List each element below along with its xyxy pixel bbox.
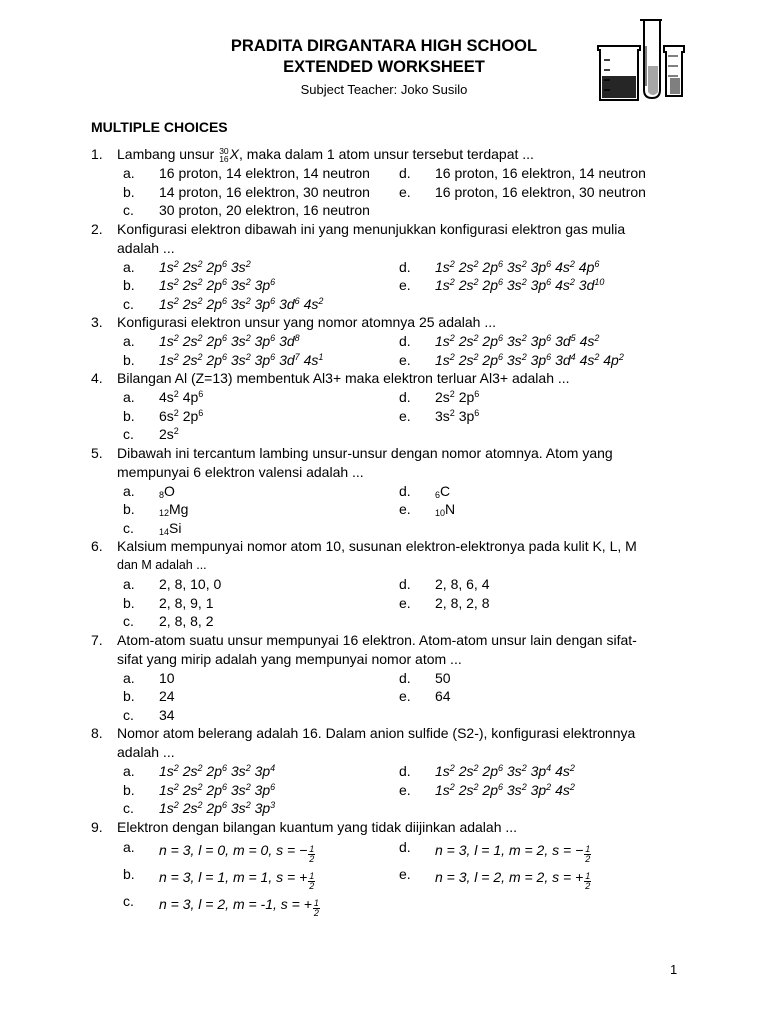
question-number: 9.: [91, 818, 103, 835]
option-a[interactable]: a. $1s^2$ $2s^2$ $2p^6$ $3s^2$: [117, 258, 393, 277]
option-d[interactable]: d. $2s^2$ $2p^6$: [399, 389, 480, 405]
options: [117, 575, 681, 631]
worksheet-title: EXTENDED WORKSHEET: [283, 58, 485, 76]
school-name: PRADITA DIRGANTARA HIGH SCHOOL: [230, 37, 538, 55]
question-text: Elektron dengan bilangan kuantum yang tidak diijinkan adalah ...: [117, 818, 518, 835]
option-e[interactable]: e. $3s^2$ $3p^6$: [399, 407, 480, 424]
fraction-one-half: $\frac{1}{2}$: [313, 897, 319, 918]
question-text-cont: adalah ...: [117, 239, 175, 256]
option-d[interactable]: d. $1s^2$ $2s^2$ $2p^6$ $3s^2$ $3p^6$ $3d^5$ $4s^2$: [393, 332, 679, 351]
option-d[interactable]: d. n = 3, l = 1, m = 2, s = − $\frac{1}{2}$: [399, 838, 591, 864]
question-text: Bilangan Al (Z=13) membentuk Al3+ maka elektron terluar Al3+ adalah ...: [117, 370, 570, 386]
question-number: 1.: [91, 146, 103, 162]
question-4: [91, 369, 681, 444]
electron-configuration: $1s^2$ $2s^2$ $2p^6$ $3s^2$ $3p^6$: [159, 277, 276, 293]
option-c[interactable]: c. 34: [123, 706, 175, 723]
question-text: Dibawah ini tercantum lambing unsur-unsur dengan nomor atomnya. Atom yang: [117, 444, 613, 461]
options: [117, 482, 681, 538]
option-b[interactable]: b. 2, 8, 9, 1: [123, 594, 214, 611]
question-7: [91, 631, 681, 725]
option-d[interactable]: d. 2, 8, 6, 4: [399, 576, 490, 592]
options: [117, 258, 681, 314]
question-6: [91, 537, 681, 631]
electron-configuration: $1s^2$ $2s^2$ $2p^6$ $3s^2$ $3p^4$ $4s^2$: [435, 763, 575, 779]
fraction-one-half: $\frac{1}{2}$: [585, 843, 591, 864]
option-e[interactable]: e. n = 3, l = 2, m = 2, s = + $\frac{1}{2}$: [399, 865, 591, 891]
question-9: [91, 818, 681, 918]
options: [117, 837, 681, 918]
question-text: Lambang unsur: [117, 146, 219, 162]
option-a[interactable]: a. 2, 8, 10, 0: [123, 576, 222, 592]
options: [117, 332, 681, 369]
electron-configuration: $1s^2$ $2s^2$ $2p^6$ $3s^2$ $3p^6$ $3d^4$ $4s^2$ $4p^2$: [435, 351, 624, 368]
electron-configuration: $1s^2$ $2s^2$ $2p^6$ $3s^2$ $3p^6$ $4s^2$ $3d^{10}$: [435, 277, 605, 293]
option-d[interactable]: d. 50: [399, 669, 451, 686]
option-d[interactable]: d. $_6$C: [399, 482, 451, 500]
option-d[interactable]: d. $1s^2$ $2s^2$ $2p^6$ $3s^2$ $3p^6$ $4s^2$ $4p^6$: [393, 258, 679, 277]
electron-configuration: $1s^2$ $2s^2$ $2p^6$ $3s^2$ $3p^6$ $3d^7$ $4s^1$: [159, 351, 324, 368]
electron-configuration: $1s^2$ $2s^2$ $2p^6$ $3s^2$ $3p^6$ $4s^2$ $4p^6$: [435, 258, 600, 275]
question-1: [91, 145, 681, 220]
option-e[interactable]: e. $1s^2$ $2s^2$ $2p^6$ $3s^2$ $3p^2$ $4s^2$: [393, 781, 679, 800]
question-5: [91, 444, 681, 538]
option-b[interactable]: b. $1s^2$ $2s^2$ $2p^6$ $3s^2$ $3p^6$ $3d^7$ $4s^1$: [117, 351, 393, 370]
option-c[interactable]: c. n = 3, l = 2, m = -1, s = + $\frac{1}{2}$: [123, 892, 319, 918]
electron-configuration: $1s^2$ $2s^2$ $2p^6$ $3s^2$ $3p^4$: [159, 763, 276, 779]
option-c[interactable]: c. $1s^2$ $2s^2$ $2p^6$ $3s^2$ $3p^6$ $3d^6$ $4s^2$: [117, 295, 393, 314]
fraction-one-half: $\frac{1}{2}$: [309, 843, 315, 864]
option-b[interactable]: b. 24: [123, 688, 175, 704]
subject-teacher: Subject Teacher: Joko Susilo: [300, 82, 468, 97]
option-b[interactable]: b. $1s^2$ $2s^2$ $2p^6$ $3s^2$ $3p^6$: [117, 276, 393, 295]
electron-configuration: $1s^2$ $2s^2$ $2p^6$ $3s^2$ $3p^6$ $3d^6$ $4s^2$: [159, 295, 324, 312]
question-text-cont: adalah ...: [117, 744, 175, 760]
option-c[interactable]: c. $_{14}$Si: [123, 519, 182, 537]
option-e[interactable]: e. 16 proton, 16 elektron, 30 neutron: [399, 183, 646, 200]
question-number: 8.: [91, 725, 103, 741]
question-number: 2.: [91, 220, 103, 237]
option-b[interactable]: b. $_{12}$Mg: [123, 501, 189, 518]
option-b[interactable]: b. 14 proton, 16 elektron, 30 neutron: [123, 183, 370, 200]
question-text-cont: , maka dalam 1 atom unsur tersebut terdapat ...: [239, 146, 534, 162]
question-number: 6.: [91, 538, 103, 554]
option-e[interactable]: e. 64: [399, 688, 451, 704]
question-number: 5.: [91, 444, 103, 461]
element-symbol: X: [229, 146, 239, 162]
question-list: [91, 145, 681, 918]
options: [117, 669, 681, 725]
option-a[interactable]: a. 10: [123, 669, 175, 686]
option-e[interactable]: e. $_{10}$N: [399, 501, 456, 518]
question-text: Kalsium mempunyai nomor atom 10, susunan elektron-elektronya pada kulit K, L, M: [117, 538, 637, 554]
atomic-number: 16: [219, 154, 229, 164]
option-d[interactable]: d. $1s^2$ $2s^2$ $2p^6$ $3s^2$ $3p^4$ $4s^2$: [393, 762, 679, 781]
question-text: Konfigurasi elektron dibawah ini yang menunjukkan konfigurasi elektron gas mulia: [117, 220, 626, 237]
section-title: MULTIPLE CHOICES: [91, 119, 228, 135]
mass-number: 30: [219, 146, 229, 156]
option-b[interactable]: b. $6s^2$ $2p^6$: [123, 407, 204, 424]
question-number: 7.: [91, 631, 103, 648]
page-number: 1: [670, 962, 678, 977]
option-c[interactable]: c. $2s^2$: [123, 426, 179, 442]
option-c[interactable]: c. 30 proton, 20 elektron, 16 neutron: [123, 202, 370, 218]
options: [117, 388, 681, 444]
fraction-one-half: $\frac{1}{2}$: [309, 870, 315, 891]
question-8: [91, 724, 681, 818]
electron-configuration: $1s^2$ $2s^2$ $2p^6$ $3s^2$ $3p^6$ $3d^5$ $4s^2$: [435, 333, 600, 349]
question-text-cont: sifat yang mirip adalah yang mempunyai nomor atom ...: [117, 650, 462, 667]
option-a[interactable]: a. n = 3, l = 0, m = 0, s = − $\frac{1}{2}$: [123, 838, 315, 864]
question-3: [91, 313, 681, 369]
options: [117, 164, 681, 220]
electron-configuration: $1s^2$ $2s^2$ $2p^6$ $3s^2$ $3p^6$: [159, 781, 276, 798]
options: [117, 762, 681, 818]
option-e[interactable]: e. $1s^2$ $2s^2$ $2p^6$ $3s^2$ $3p^6$ $3d^4$ $4s^2$ $4p^2$: [393, 351, 679, 370]
option-d[interactable]: d. 16 proton, 16 elektron, 14 neutron: [399, 165, 646, 181]
question-number: 4.: [91, 370, 103, 386]
question-text: Atom-atom suatu unsur mempunyai 16 elektron. Atom-atom unsur lain dengan sifat-: [117, 631, 637, 648]
question-text: Nomor atom belerang adalah 16. Dalam anion sulfide (S2-), konfigurasi elektronnya: [117, 725, 636, 741]
question-text-cont: dan M adalah ...: [117, 558, 207, 572]
option-e[interactable]: e. $1s^2$ $2s^2$ $2p^6$ $3s^2$ $3p^6$ $4s^2$ $3d^{10}$: [393, 276, 679, 295]
option-e[interactable]: e. 2, 8, 2, 8: [399, 594, 490, 611]
option-a[interactable]: a. $_8$O: [123, 482, 175, 500]
electron-configuration: $1s^2$ $2s^2$ $2p^6$ $3s^2$ $3p^6$ $3d^8$: [159, 333, 300, 349]
lab-glassware-icon: [592, 16, 692, 108]
option-a[interactable]: a. $1s^2$ $2s^2$ $2p^6$ $3s^2$ $3p^4$: [117, 762, 393, 781]
option-a[interactable]: a. $1s^2$ $2s^2$ $2p^6$ $3s^2$ $3p^6$ $3d^8$: [117, 332, 393, 351]
option-a[interactable]: a. $4s^2$ $4p^6$: [123, 389, 204, 405]
electron-configuration: $1s^2$ $2s^2$ $2p^6$ $3s^2$: [159, 258, 251, 275]
question-text: Konfigurasi elektron unsur yang nomor atomnya 25 adalah ...: [117, 314, 497, 330]
electron-configuration: $1s^2$ $2s^2$ $2p^6$ $3s^2$ $3p^2$ $4s^2$: [435, 781, 575, 798]
option-c[interactable]: c. 2, 8, 8, 2: [123, 613, 214, 629]
option-c[interactable]: c. $1s^2$ $2s^2$ $2p^6$ $3s^2$ $3p^3$: [117, 799, 393, 818]
fraction-one-half: $\frac{1}{2}$: [585, 870, 591, 891]
question-number: 3.: [91, 314, 103, 330]
option-a[interactable]: a. 16 proton, 14 elektron, 14 neutron: [123, 165, 370, 181]
option-b[interactable]: b. $1s^2$ $2s^2$ $2p^6$ $3s^2$ $3p^6$: [117, 781, 393, 800]
question-2: [91, 220, 681, 314]
question-text-cont: mempunyai 6 elektron valensi adalah ...: [117, 463, 364, 480]
option-b[interactable]: b. n = 3, l = 1, m = 1, s = + $\frac{1}{2}$: [123, 865, 315, 891]
nuclide-notation: [219, 147, 228, 163]
electron-configuration: $1s^2$ $2s^2$ $2p^6$ $3s^2$ $3p^3$: [159, 800, 276, 816]
